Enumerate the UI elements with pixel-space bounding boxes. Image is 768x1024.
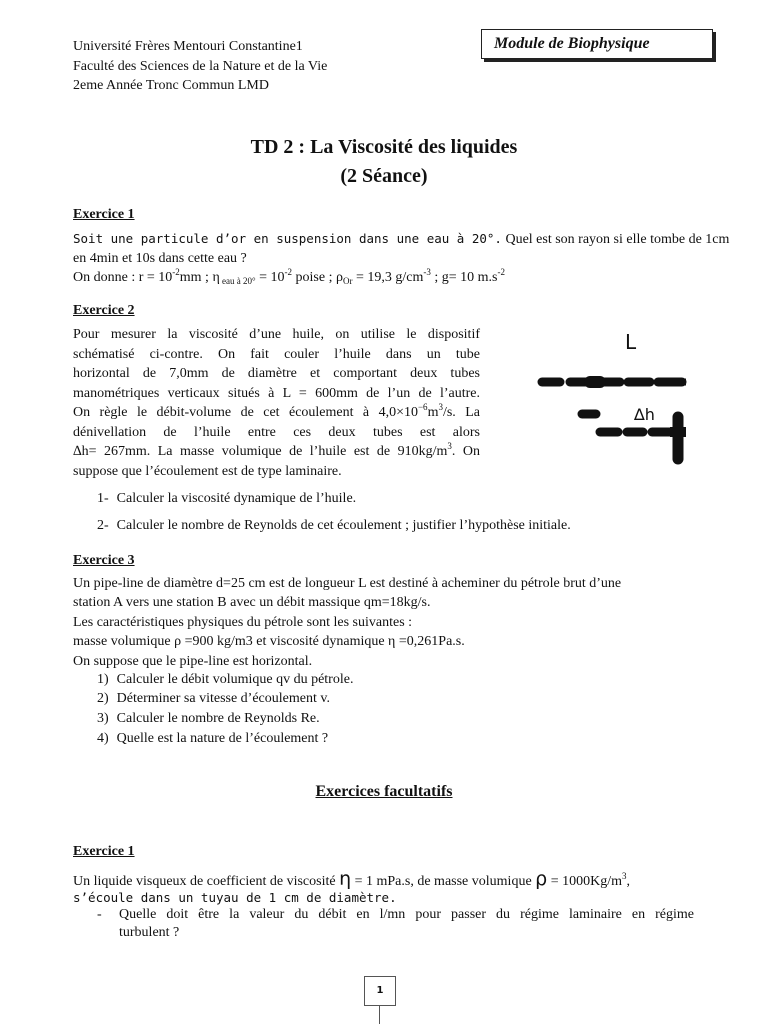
- eta-symbol: η: [339, 868, 352, 890]
- density-exp: 3: [622, 871, 627, 881]
- exercise-2-line: suppose que l’écoulement est de type laminaire.: [73, 463, 342, 479]
- exercise-2-line: dénivellation de l’huile entre ces deux tubes est alors: [73, 424, 480, 440]
- exercise-1-heading: Exercice 1: [73, 207, 135, 222]
- exercise-3-item-1: [97, 671, 353, 689]
- given-exp: -2: [284, 267, 293, 277]
- faculty-name: Faculté des Sciences de la Nature et de la Vie: [73, 59, 328, 74]
- item-number: 4): [97, 731, 109, 746]
- given-exp: -2: [497, 267, 505, 277]
- flow-rate: On règle le débit-volume de cet écoulement à 4,0×10: [73, 405, 418, 420]
- study-year: 2eme Année Tronc Commun LMD: [73, 78, 269, 93]
- viscosity-text: Un liquide visqueux de coefficient de viscosité: [73, 874, 340, 889]
- exercise-2-line: manométriques verticaux situés à L = 600mm de l’un de l’autre.: [73, 385, 480, 401]
- optional-exercise-1-line1: [73, 870, 630, 891]
- page-title: TD 2 : La Viscosité des liquides: [250, 136, 518, 158]
- page-number-connector: [379, 1005, 380, 1024]
- exercise-3-line: masse volumique ρ =900 kg/m3 et viscosité dynamique η =0,261Pa.s.: [73, 634, 465, 649]
- exercise-1-statement-line2: en 4min et 10s dans cette eau ?: [73, 251, 247, 266]
- exercise-2-line: [73, 403, 480, 423]
- given-eta: mm ; η: [179, 270, 220, 285]
- rho-symbol: ρ: [535, 868, 548, 890]
- given-g: ; g= 10 m.s: [430, 270, 498, 285]
- exercise-3-line: station A vers une station B avec un débit massique qm=18kg/s.: [73, 595, 431, 610]
- given-rho-value: = 19,3 g/cm: [352, 270, 424, 285]
- university-name: Université Frères Mentouri Constantine1: [73, 39, 303, 54]
- item-number: 2): [97, 691, 109, 706]
- question-number: 1-: [97, 491, 109, 506]
- given-eta-value: = 10: [255, 270, 285, 285]
- exercise-3-item-4: [97, 730, 328, 748]
- item-text: Déterminer sa vitesse d’écoulement v.: [116, 691, 330, 706]
- given-exp: -3: [423, 267, 431, 277]
- optional-exercise-1-heading: Exercice 1: [73, 844, 135, 859]
- flow-rate-unit: m: [427, 405, 439, 420]
- exercise-1-given: [73, 269, 505, 287]
- exercise-2-line: schématisé ci-contre. On fait couler l’huile dans un tube: [73, 346, 480, 362]
- density-text: = 1 mPa.s, de masse volumique: [351, 874, 536, 889]
- exercise-2-line: Pour mesurer la viscosité d’une huile, on utilise le dispositif: [73, 327, 480, 342]
- exercise-3-line: On suppose que le pipe-line est horizontal.: [73, 654, 313, 669]
- given-rho: poise ; ρ: [292, 270, 343, 285]
- exercise-2-statement: [73, 325, 480, 481]
- module-label: Module de Biophysique: [481, 29, 713, 59]
- line-end: ,: [626, 874, 631, 889]
- tube-junction: [584, 376, 606, 388]
- item-number: 1): [97, 672, 109, 687]
- density-text: ∆h= 267mm. La masse volumique de l’huile est de 910kg/m: [73, 444, 448, 459]
- exercise-1-statement-part-b: Quel est son rayon si elle tombe de 1cm: [501, 232, 730, 247]
- exercise-2-line: [73, 442, 480, 462]
- item-text: Quelle est la nature de l’écoulement ?: [116, 731, 329, 746]
- density-exp: 3: [447, 441, 452, 451]
- optional-exercise-1-line2: s’écoule dans un tuyau de 1 cm de diamètre.: [73, 890, 397, 905]
- page-number: 1: [364, 976, 396, 1006]
- question-text: Calculer la viscosité dynamique de l’huile.: [116, 491, 357, 506]
- given-exp: -2: [172, 267, 180, 277]
- exercise-3-item-3: [97, 710, 320, 728]
- exercise-2-heading: Exercice 2: [73, 303, 135, 318]
- exercise-3-heading: Exercice 3: [73, 553, 135, 568]
- density-end: . On: [451, 444, 480, 459]
- exercise-2-q2: [97, 517, 571, 535]
- question-number: 2-: [97, 518, 109, 533]
- question-line: turbulent ?: [119, 925, 180, 940]
- item-text: Calculer le nombre de Reynolds Re.: [116, 711, 320, 726]
- flow-rate-unit-exp: 3: [438, 402, 443, 412]
- optional-exercise-1-question: [119, 906, 694, 942]
- given-sub: Or: [342, 276, 353, 286]
- exercise-1-statement: [73, 230, 730, 249]
- exercise-3-line: Les caractéristiques physiques du pétrole sont les suivantes :: [73, 615, 413, 630]
- item-number: 3): [97, 711, 109, 726]
- vertical-tube-joint: [670, 427, 686, 437]
- density-value: = 1000Kg/m: [547, 874, 623, 889]
- flow-rate-unit-end: /s. La: [442, 405, 480, 420]
- optional-heading-text: Exercices facultatifs: [315, 783, 453, 800]
- question-text: Calculer le nombre de Reynolds de cet écoulement ; justifier l’hypothèse initiale.: [116, 518, 571, 533]
- page-subtitle: (2 Séance): [340, 165, 428, 187]
- diagram-label-L: L: [625, 330, 637, 354]
- optional-exercise-1-bullet: -: [97, 907, 102, 922]
- exercise-1-statement-part-a: Soit une particule d’or en suspension dans une eau à 20°.: [73, 231, 502, 246]
- given-r: On donne : r = 10: [73, 270, 173, 285]
- question-line: Quelle doit être la valeur du débit en l/mn pour passer du régime laminaire en régime: [119, 907, 694, 922]
- exercise-3-item-2: [97, 690, 330, 708]
- manometer-diagram: [530, 325, 700, 470]
- given-sub: eau à 20°: [219, 276, 256, 286]
- exercise-2-line: horizontal de 7,0mm de diamètre et comportant deux tubes: [73, 366, 480, 381]
- item-text: Calculer le débit volumique qv du pétrole.: [116, 672, 354, 687]
- exercise-3-line: Un pipe-line de diamètre d=25 cm est de longueur L est destiné à acheminer du pétrole brut d’une: [73, 576, 622, 591]
- optional-section-heading: [0, 782, 768, 802]
- diagram-label-dh: ∆h: [634, 405, 655, 424]
- flow-rate-exp: −6: [417, 402, 428, 412]
- exercise-2-q1: [97, 490, 356, 508]
